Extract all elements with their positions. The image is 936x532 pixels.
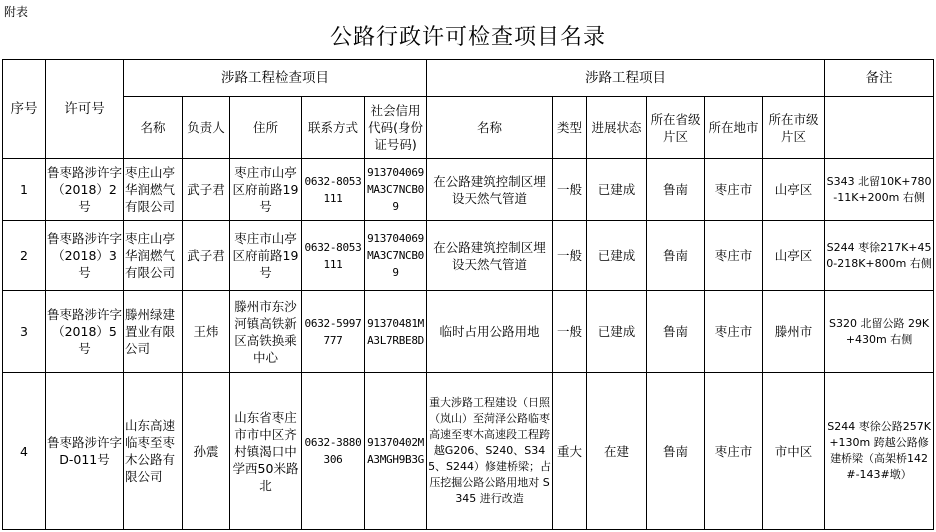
cell-project-name: 临时占用公路用地: [427, 291, 553, 373]
table-row: [3, 221, 934, 291]
page-title: 公路行政许可检查项目名录: [329, 25, 606, 50]
cell-permit-no: 鲁枣路涉许字（2018）2号: [46, 159, 124, 221]
cell-remark: S244 枣徐217K+450-218K+800m 右侧: [825, 221, 934, 291]
cell-address: 滕州市东沙河镇高铁新区高铁换乘中心: [230, 291, 302, 373]
cell-type: 一般: [553, 159, 587, 221]
cell-address: 枣庄市山亭区府前路19号: [230, 159, 302, 221]
permit-table: [2, 59, 934, 530]
header-credit-code: 社会信用代码(身份证号码): [365, 97, 427, 159]
cell-progress: 在建: [587, 373, 647, 530]
header-remark-sub: [825, 97, 934, 159]
cell-remark: S343 北留10K+780-11K+200m 右侧: [825, 159, 934, 221]
header-contact: 联系方式: [302, 97, 365, 159]
cell-remark: S320 北留公路 29K+430m 右侧: [825, 291, 934, 373]
header-group-project: 涉路工程项目: [427, 60, 825, 97]
header-name: 名称: [124, 97, 183, 159]
header-group-check: 涉路工程检查项目: [124, 60, 427, 97]
cell-district: 市中区: [763, 373, 825, 530]
cell-permit-no: 鲁枣路涉许字D-011号: [46, 373, 124, 530]
cell-address: 枣庄市山亭区府前路19号: [230, 221, 302, 291]
cell-contact: 0632-8053111: [302, 159, 365, 221]
table-row: [3, 291, 934, 373]
table-row: [3, 159, 934, 221]
header-progress: 进展状态: [587, 97, 647, 159]
cell-province-area: 鲁南: [647, 373, 705, 530]
cell-project-name: 重大涉路工程建设（日照（岚山）至菏泽公路临枣高速至枣木高速段工程跨越G206、S240、S345、S244）修建桥梁；占压挖掘公路公路用地对 S345 进行改造: [427, 373, 553, 530]
cell-contact: 0632-8053111: [302, 221, 365, 291]
header-remark: 备注: [825, 60, 934, 97]
table-row: [3, 373, 934, 530]
cell-seq: 2: [3, 221, 46, 291]
cell-name: 山东高速临枣至枣木公路有限公司: [124, 373, 183, 530]
cell-remark: S244 枣徐公路257K+130m 跨越公路修建桥梁（高架桥142#-143#墩）: [825, 373, 934, 530]
cell-district: 山亭区: [763, 159, 825, 221]
header-permit-no: 许可号: [46, 60, 124, 159]
cell-seq: 3: [3, 291, 46, 373]
cell-province-area: 鲁南: [647, 221, 705, 291]
header-city: 所在地市: [705, 97, 763, 159]
cell-owner: 武子君: [183, 221, 230, 291]
cell-credit-code: 913704069MA3C7NCB09: [365, 221, 427, 291]
cell-name: 枣庄山亭华润燃气有限公司: [124, 159, 183, 221]
cell-city: 枣庄市: [705, 159, 763, 221]
header-address: 住所: [230, 97, 302, 159]
header-seq: 序号: [3, 60, 46, 159]
cell-province-area: 鲁南: [647, 159, 705, 221]
cell-credit-code: 91370402MA3MGH9B3G: [365, 373, 427, 530]
cell-type: 重大: [553, 373, 587, 530]
cell-seq: 1: [3, 159, 46, 221]
cell-contact: 0632-5997777: [302, 291, 365, 373]
cell-district: 山亭区: [763, 221, 825, 291]
cell-owner: 王炜: [183, 291, 230, 373]
cell-progress: 已建成: [587, 159, 647, 221]
cell-owner: 孙震: [183, 373, 230, 530]
cell-type: 一般: [553, 221, 587, 291]
cell-seq: 4: [3, 373, 46, 530]
cell-permit-no: 鲁枣路涉许字（2018）5号: [46, 291, 124, 373]
cell-address: 山东省枣庄市市中区齐村镇渴口中学西50米路北: [230, 373, 302, 530]
cell-progress: 已建成: [587, 221, 647, 291]
cell-project-name: 在公路建筑控制区埋设天然气管道: [427, 221, 553, 291]
cell-name: 滕州绿建置业有限公司: [124, 291, 183, 373]
cell-project-name: 在公路建筑控制区埋设天然气管道: [427, 159, 553, 221]
cell-permit-no: 鲁枣路涉许字（2018）3号: [46, 221, 124, 291]
cell-contact: 0632-3880306: [302, 373, 365, 530]
cell-progress: 已建成: [587, 291, 647, 373]
cell-owner: 武子君: [183, 159, 230, 221]
header-owner: 负责人: [183, 97, 230, 159]
cell-city: 枣庄市: [705, 291, 763, 373]
header-province-area: 所在省级片区: [647, 97, 705, 159]
header-district: 所在市级片区: [763, 97, 825, 159]
cell-city: 枣庄市: [705, 373, 763, 530]
cell-district: 滕州市: [763, 291, 825, 373]
header-type: 类型: [553, 97, 587, 159]
header-project-name: 名称: [427, 97, 553, 159]
cell-type: 一般: [553, 291, 587, 373]
attachment-label: 附表: [4, 5, 29, 19]
cell-credit-code: 91370481MA3L7RBE8D: [365, 291, 427, 373]
cell-name: 枣庄山亭华润燃气有限公司: [124, 221, 183, 291]
cell-province-area: 鲁南: [647, 291, 705, 373]
cell-city: 枣庄市: [705, 221, 763, 291]
cell-credit-code: 913704069MA3C7NCB09: [365, 159, 427, 221]
